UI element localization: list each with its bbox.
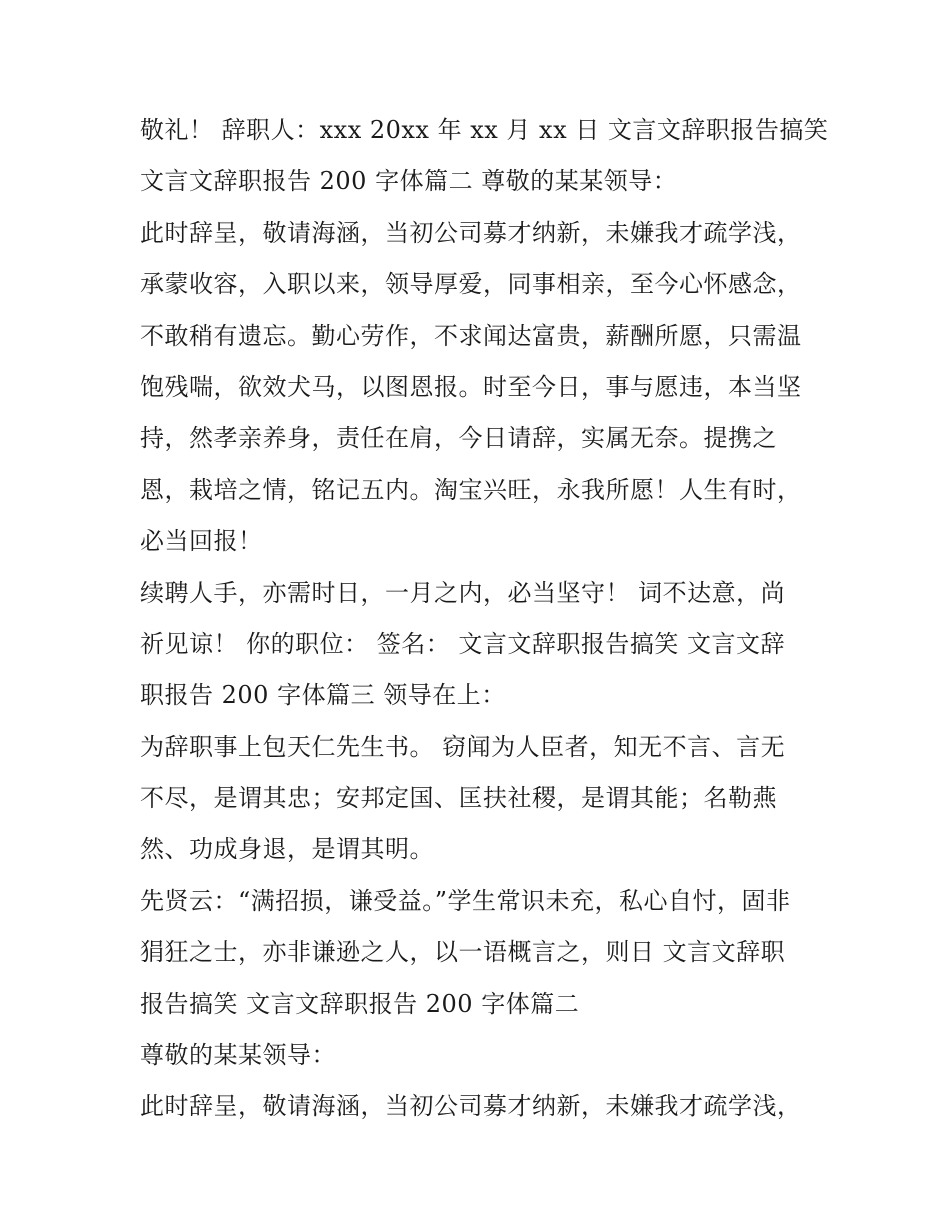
text-line: 然、功成身退，是谓其明。 — [140, 835, 434, 864]
text-line: 狷狂之士，亦非谦逊之人，以一语概言之，则日 文言文辞职 — [140, 938, 786, 967]
text-line: 此时辞呈，敬请海涵，当初公司募才纳新，未嫌我才疏学浅， — [140, 218, 802, 247]
text-line: 恩，栽培之情，铭记五内。淘宝兴旺，永我所愿！人生有时， — [140, 475, 802, 504]
text-line: 敬礼！ 辞职人：xxx 20xx 年 xx 月 xx 日 文言文辞职报告搞笑 — [140, 116, 829, 144]
text-line: 为辞职事上包天仁先生书。 窃闻为人臣者，知无不言、言无 — [140, 732, 786, 761]
text-line: 此时辞呈，敬请海涵，当初公司募才纳新，未嫌我才疏学浅， — [140, 1092, 802, 1121]
document-body — [140, 105, 829, 1133]
text-line: 饱残喘，欲效犬马，以图恩报。时至今日，事与愿违，本当坚 — [140, 372, 802, 401]
text-line: 先贤云：“满招损，谦受益。”学生常识未充，私心自忖，固非 — [140, 886, 791, 915]
text-line: 报告搞笑 文言文辞职报告 200 字体篇二 — [140, 989, 580, 1018]
text-line: 不敢稍有遗忘。勤心劳作，不求闻达富贵，薪酬所愿，只需温 — [140, 321, 802, 350]
text-line: 尊敬的某某领导： — [140, 1041, 336, 1070]
text-line: 持，然孝亲养身，责任在肩，今日请辞，实属无奈。提携之 — [140, 424, 777, 453]
text-line: 文言文辞职报告 200 字体篇二 尊敬的某某领导： — [140, 167, 678, 196]
text-line: 必当回报！ — [140, 527, 263, 556]
text-line: 续聘人手，亦需时日，一月之内，必当坚守！ 词不达意，尚 — [140, 578, 786, 607]
text-line: 承蒙收容，入职以来，领导厚爱，同事相亲，至今心怀感念， — [140, 270, 802, 299]
text-line: 祈见谅！ 你的职位： 签名： 文言文辞职报告搞笑 文言文辞 — [140, 629, 786, 658]
text-line: 职报告 200 字体篇三 领导在上： — [140, 681, 506, 710]
text-line: 不尽，是谓其忠；安邦定国、匡扶社稷，是谓其能；名勒燕 — [140, 784, 777, 813]
